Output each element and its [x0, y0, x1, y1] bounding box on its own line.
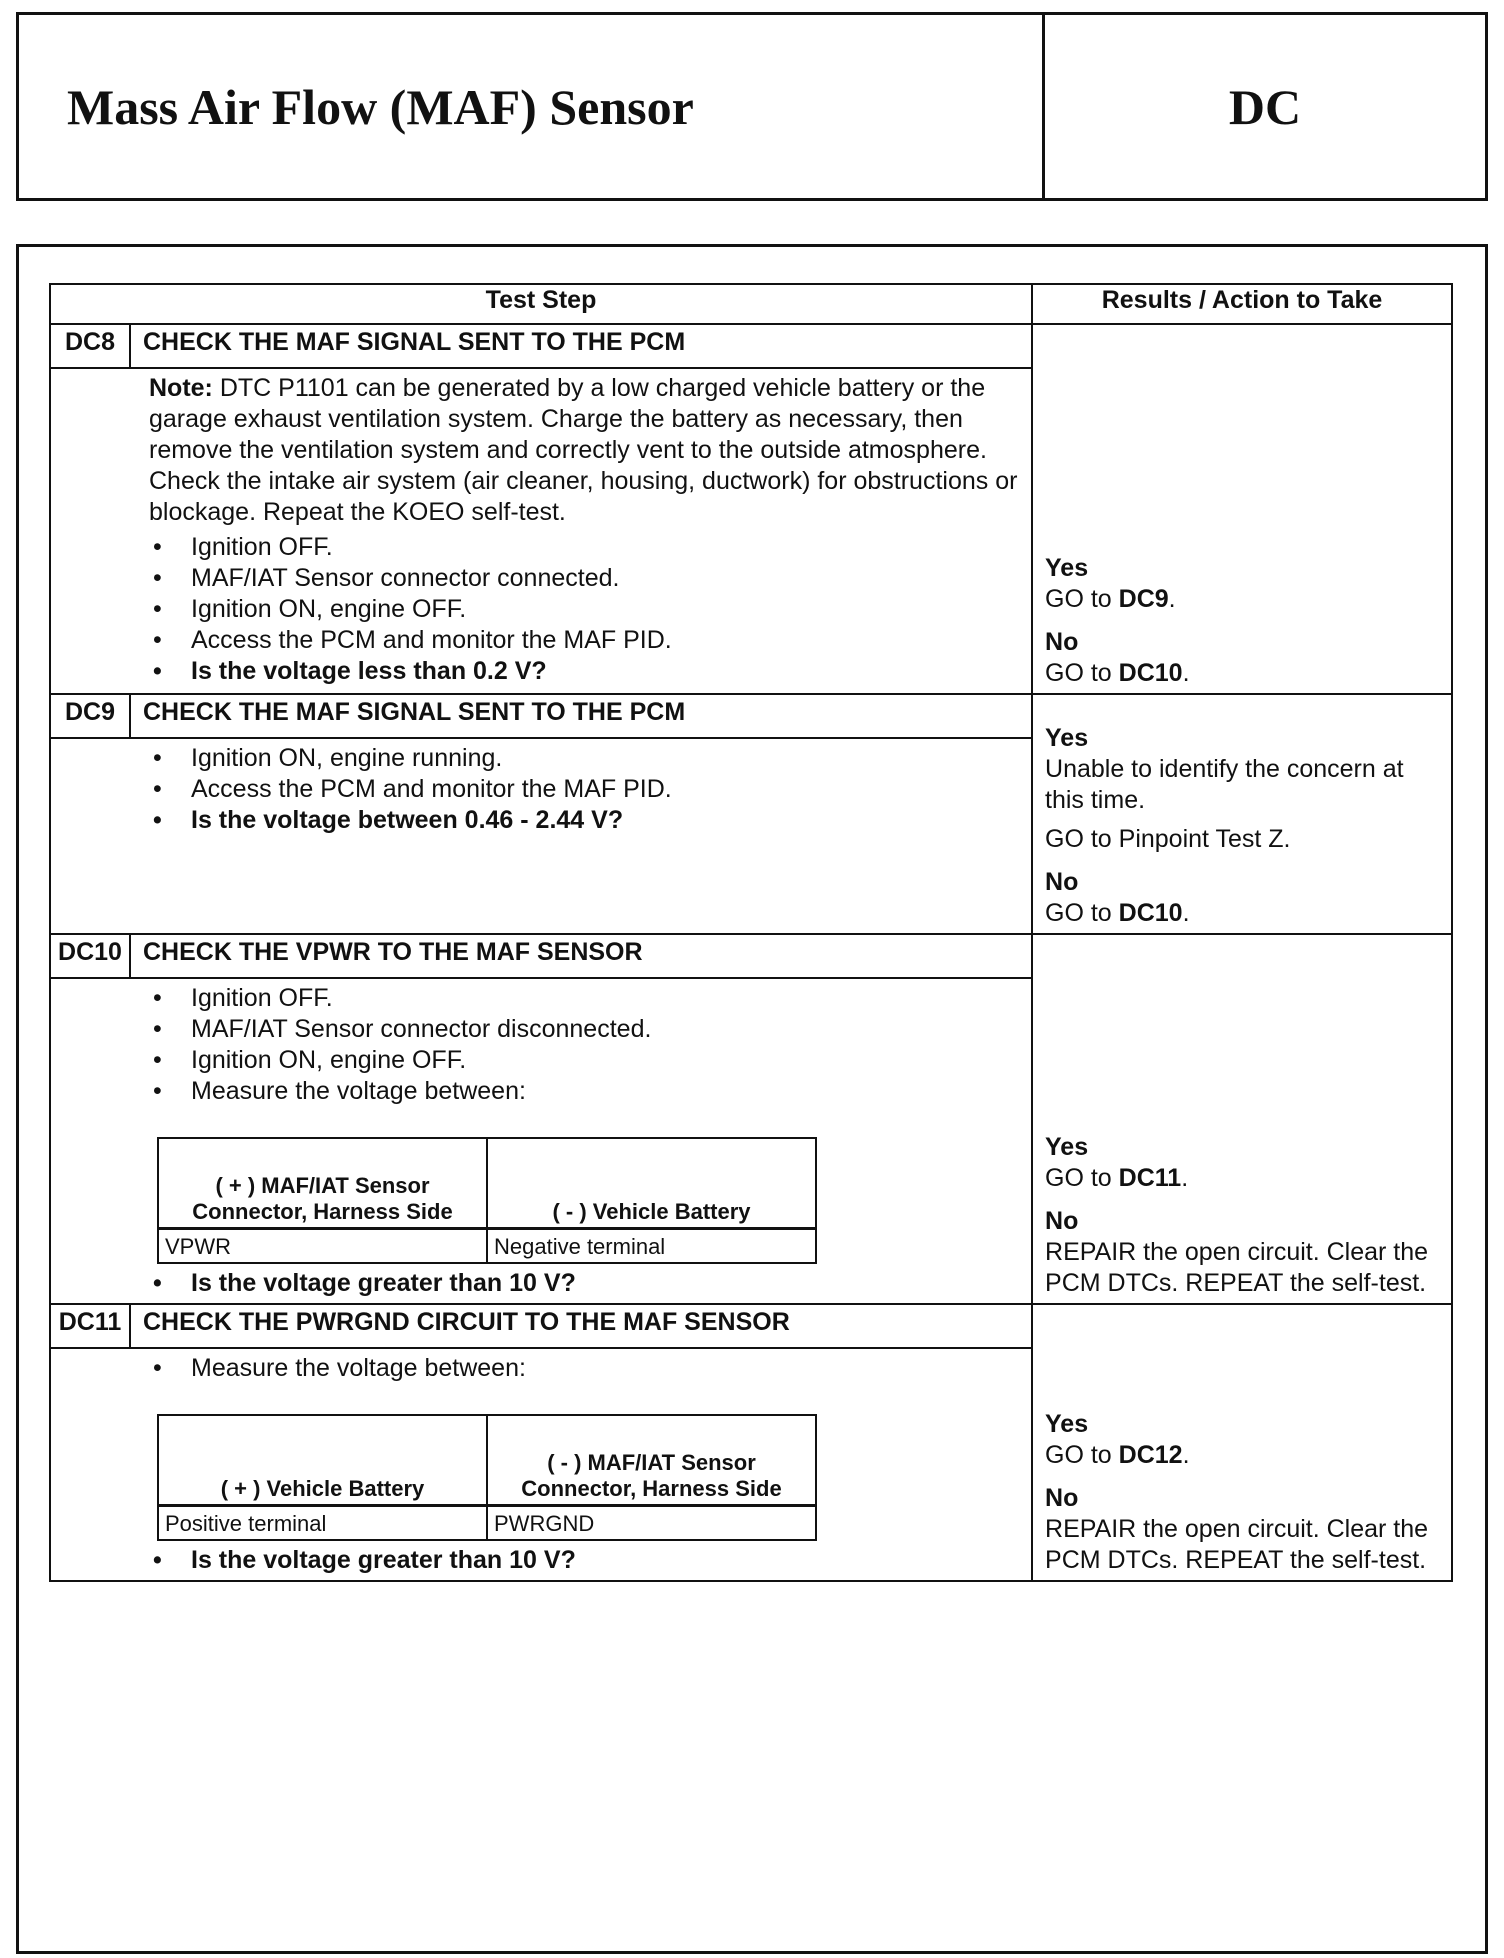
yes-action: Unable to identify the concern at this time.: [1045, 755, 1404, 814]
step-dc9-body: [50, 738, 1032, 934]
step-list: [149, 1268, 1019, 1299]
step-question: • Is the voltage greater than 10 V?: [149, 1268, 1019, 1299]
measurement-table: [157, 1414, 817, 1541]
step-list: [149, 983, 1019, 1107]
content-frame: [16, 244, 1488, 1954]
measurement-header: ( + ) MAF/IAT Sensor Connector, Harness Side: [158, 1138, 487, 1229]
no-label: No: [1045, 628, 1079, 656]
step-dc8-results: [1032, 324, 1452, 694]
measurement-header: ( - ) Vehicle Battery: [487, 1138, 816, 1229]
yes-action: GO to DC11.: [1045, 1164, 1189, 1192]
col-test-step: Test Step: [50, 284, 1032, 324]
step-dc11-body: [50, 1348, 1032, 1581]
step-id: DC9: [50, 694, 130, 738]
step-question: • Is the voltage less than 0.2 V?: [149, 656, 1019, 687]
step-dc9-results: [1032, 694, 1452, 934]
list-item: • MAF/IAT Sensor connector disconnected.: [149, 1014, 1019, 1045]
no-label: No: [1045, 868, 1079, 896]
step-list: [149, 1353, 1019, 1384]
step-id: DC10: [50, 934, 130, 978]
measurement-header: ( - ) MAF/IAT Sensor Connector, Harness Side: [487, 1415, 816, 1506]
step-title: CHECK THE MAF SIGNAL SENT TO THE PCM: [130, 324, 1032, 368]
step-dc8-body: [50, 368, 1032, 694]
step-dc10-title-row: [50, 934, 1452, 978]
yes-label: Yes: [1045, 554, 1089, 582]
list-item: • Access the PCM and monitor the MAF PID.: [149, 625, 1019, 656]
step-dc10-results: [1032, 934, 1452, 1304]
section-code: DC: [1228, 78, 1302, 135]
list-item: • Ignition ON, engine OFF.: [149, 594, 1019, 625]
list-item: • Ignition OFF.: [149, 983, 1019, 1014]
measurement-table: [157, 1137, 817, 1264]
yes-action: GO to DC12.: [1045, 1441, 1190, 1469]
list-item: • Measure the voltage between:: [149, 1353, 1019, 1384]
yes-action: GO to DC9.: [1045, 585, 1176, 613]
step-question: • Is the voltage between 0.46 - 2.44 V?: [149, 805, 1019, 836]
list-item: • Ignition ON, engine OFF.: [149, 1045, 1019, 1076]
list-item: • Measure the voltage between:: [149, 1076, 1019, 1107]
yes-label: Yes: [1045, 724, 1089, 752]
no-action: REPAIR the open circuit. Clear the PCM DTCs. REPEAT the self-test.: [1045, 1515, 1429, 1574]
list-item: • Ignition OFF.: [149, 532, 1019, 563]
step-list: [149, 532, 1019, 687]
step-id: DC11: [50, 1304, 130, 1348]
step-title: CHECK THE VPWR TO THE MAF SENSOR: [130, 934, 1032, 978]
measurement-header: ( + ) Vehicle Battery: [158, 1415, 487, 1506]
no-label: No: [1045, 1484, 1079, 1512]
list-item: • MAF/IAT Sensor connector connected.: [149, 563, 1019, 594]
yes-action-2: GO to Pinpoint Test Z.: [1045, 825, 1291, 853]
no-action: GO to DC10.: [1045, 899, 1190, 927]
list-item: • Access the PCM and monitor the MAF PID.: [149, 774, 1019, 805]
yes-label: Yes: [1045, 1133, 1089, 1161]
no-action: REPAIR the open circuit. Clear the PCM DTCs. REPEAT the self-test.: [1045, 1238, 1429, 1297]
table-header-row: [50, 284, 1452, 324]
step-list: [149, 1545, 1019, 1576]
step-dc8-title-row: [50, 324, 1452, 368]
test-step-table: [49, 283, 1453, 1582]
no-action: GO to DC10.: [1045, 659, 1190, 687]
yes-label: Yes: [1045, 1410, 1089, 1438]
step-id: DC8: [50, 324, 130, 368]
step-question: • Is the voltage greater than 10 V?: [149, 1545, 1019, 1576]
note: Note: DTC P1101 can be generated by a low charged vehicle battery or the garage exhaust ventilation system. Charge the battery as necessary, then remove the ventilation system and correctly vent to the outside atmosphere. Check the intake air system (air cleaner, housing, ductwork) for obstructions or blockage. Repeat the KOEO self-test.: [149, 374, 1018, 526]
measurement-cell: PWRGND: [487, 1506, 816, 1541]
step-dc11-title-row: [50, 1304, 1452, 1348]
step-dc9-title-row: [50, 694, 1452, 738]
list-item: • Ignition ON, engine running.: [149, 743, 1019, 774]
step-dc10-body: [50, 978, 1032, 1304]
step-title: CHECK THE MAF SIGNAL SENT TO THE PCM: [130, 694, 1032, 738]
step-dc11-results: [1032, 1304, 1452, 1581]
step-list: [149, 743, 1019, 836]
page-header: [16, 12, 1488, 201]
page-title: Mass Air Flow (MAF) Sensor: [19, 15, 1045, 198]
measurement-cell: VPWR: [158, 1229, 487, 1264]
col-results: Results / Action to Take: [1032, 284, 1452, 324]
step-title: CHECK THE PWRGND CIRCUIT TO THE MAF SENSOR: [130, 1304, 1032, 1348]
measurement-cell: Negative terminal: [487, 1229, 816, 1264]
no-label: No: [1045, 1207, 1079, 1235]
measurement-cell: Positive terminal: [158, 1506, 487, 1541]
